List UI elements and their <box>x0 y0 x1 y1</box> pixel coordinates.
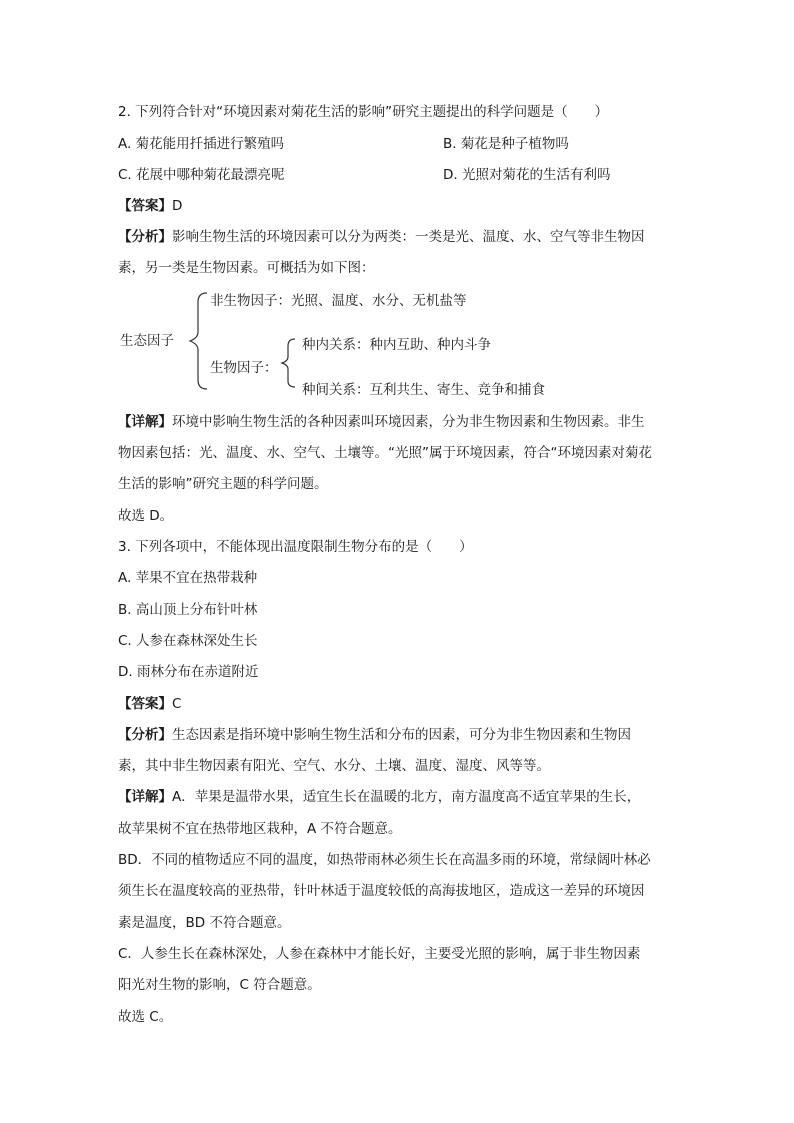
q3-conclusion: 故选 C。 <box>118 1009 173 1025</box>
q3-option-a: A. 苹果不宜在热带栽种 <box>118 570 258 586</box>
q3-detail-a-line-2: 故苹果树不宜在热带地区栽种，A 不符合题意。 <box>118 821 402 837</box>
biotic-factor-label: 生物因子： <box>210 360 278 376</box>
answer-value: D <box>172 198 183 214</box>
q2-detail-line-2: 物因素包括：光、温度、水、空气、土壤等。“光照”属于环境因素，符合“环境因素对菊花 <box>118 445 652 461</box>
q2-analysis-line-2: 素，另一类是生物因素。可概括为如下图： <box>118 260 375 276</box>
q2-answer <box>118 196 182 216</box>
detail-text: 环境中影响生物生活的各种因素叫环境因素，分为非生物因素和生物因素。非生 <box>172 414 645 430</box>
interspecific-label: 种间关系：互利共生、寄生、竞争和捕食 <box>302 382 545 398</box>
q3-option-d: D. 雨林分布在赤道附近 <box>118 664 259 680</box>
q3-analysis-line-1 <box>118 725 631 745</box>
detail-text: A．苹果是温带水果，适宜生长在温暖的北方，南方温度高不适宜苹果的生长， <box>172 789 641 805</box>
analysis-label: 【分析】 <box>118 229 172 245</box>
answer-value: C <box>172 696 182 712</box>
q2-detail-line-3: 生活的影响”研究主题的科学问题。 <box>118 476 328 492</box>
answer-label: 【答案】 <box>118 696 172 712</box>
q3-detail-bd-line-3: 素是温度，BD 不符合题意。 <box>118 915 291 931</box>
analysis-text: 生态因素是指环境中影响生物生活和分布的因素，可分为非生物因素和生物因 <box>172 727 631 743</box>
q2-detail-line-1 <box>118 412 645 432</box>
q3-option-b: B. 高山顶上分布针叶林 <box>118 602 258 618</box>
detail-label: 【详解】 <box>118 414 172 430</box>
q3-analysis-line-2: 素，其中非生物因素有阳光、空气、水分、土壤、温度、湿度、风等等。 <box>118 758 550 774</box>
ecological-factor-diagram <box>118 286 638 402</box>
q3-stem: 3. 下列各项中，不能体现出温度限制生物分布的是（ ） <box>118 539 473 555</box>
q2-option-b: B. 菊花是种子植物吗 <box>443 136 569 152</box>
q3-detail-c-line-1: C．人参生长在森林深处，人参在森林中才能长好，主要受光照的影响，属于非生物因素 <box>118 946 641 962</box>
abiotic-factor-label: 非生物因子：光照、温度、水分、无机盐等 <box>210 293 467 309</box>
q2-option-a: A. 菊花能用扦插进行繁殖吗 <box>118 136 285 152</box>
answer-label: 【答案】 <box>118 198 172 214</box>
q3-detail-a-line-1 <box>118 787 640 807</box>
q2-conclusion: 故选 D。 <box>118 508 174 524</box>
q3-detail-bd-line-1: BD．不同的植物适应不同的温度，如热带雨林必须生长在高温多雨的环境，常绿阔叶林必 <box>118 852 651 868</box>
detail-label: 【详解】 <box>118 789 172 805</box>
analysis-label: 【分析】 <box>118 727 172 743</box>
q3-detail-bd-line-2: 须生长在温度较高的亚热带，针叶林适于温度较低的高海拔地区，造成这一差异的环境因 <box>118 883 645 899</box>
root-factor-label: 生态因子 <box>120 333 174 349</box>
analysis-text: 影响生物生活的环境因素可以分为两类：一类是光、温度、水、空气等非生物因 <box>172 229 645 245</box>
q3-option-c: C. 人参在森林深处生长 <box>118 633 258 649</box>
q2-option-c: C. 花展中哪种菊花最漂亮呢 <box>118 167 285 183</box>
q2-option-d: D. 光照对菊花的生活有利吗 <box>443 167 611 183</box>
q3-answer <box>118 694 181 714</box>
intraspecific-label: 种内关系：种内互助、种内斗争 <box>302 337 491 353</box>
q3-detail-c-line-2: 阳光对生物的影响，C 符合题意。 <box>118 977 321 993</box>
q2-stem: 2. 下列符合针对“环境因素对菊花生活的影响”研究主题提出的科学问题是（ ） <box>118 104 609 120</box>
q2-analysis-line-1 <box>118 227 645 247</box>
